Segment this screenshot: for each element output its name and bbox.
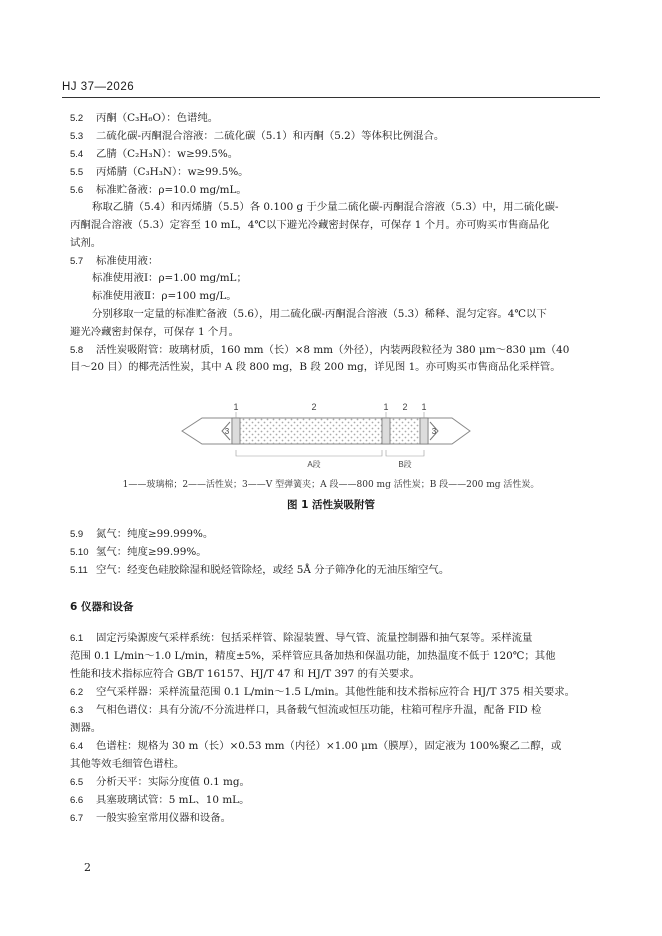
item-text: 二硫化碳-丙酮混合溶液：二硫化碳（5.1）和丙酮（5.2）等体积比例混合。 <box>96 130 445 142</box>
item-5-2 <box>70 111 600 126</box>
paragraph-line: 丙酮混合溶液（5.3）定容至 10 mL，4℃以下避光冷藏密封保存，可保存 1 个月。亦可购买市售商品化 <box>70 219 550 231</box>
item-number: 5.6 <box>70 185 84 196</box>
item-number: 5.10 <box>70 547 89 558</box>
document-code: HJ 37—2026 <box>62 81 135 93</box>
item-text: 氮气：纯度≥99.999%。 <box>96 528 214 540</box>
item-text: 丙烯腈（C₃H₃N）：w≥99.5%。 <box>96 166 249 178</box>
item-number: 5.11 <box>70 565 88 576</box>
item-number: 5.4 <box>70 149 84 160</box>
item-number: 5.3 <box>70 131 84 142</box>
paragraph-line: 性能和技术指标应符合 GB/T 16157、HJ/T 47 和 HJ/T 397 的有关要求。 <box>70 668 420 680</box>
item-5-7 <box>70 254 600 269</box>
section-title: 6 仪器和设备 <box>70 601 134 613</box>
label-segment-a: A段 <box>307 460 321 469</box>
item-number: 6.5 <box>70 777 84 788</box>
item-6-4 <box>70 739 600 754</box>
paragraph-line: 避光冷藏密封保存，可保存 1 个月。 <box>70 326 240 338</box>
label-clip: 3 <box>431 427 437 436</box>
item-text: 气相色谱仪：具有分流/不分流进样口，具备载气恒流或恒压功能，柱箱可程序升温，配备 FID 检 <box>96 704 542 716</box>
item-number: 5.5 <box>70 167 84 178</box>
item-5-3 <box>70 129 600 144</box>
paragraph-line: 测器。 <box>70 722 102 734</box>
label-glass-wool: 1 <box>421 402 427 412</box>
paragraph-line: 范围 0.1 L/min～1.0 L/min，精度±5%，采样管应具备加热和保温功能，加热温度不低于 120℃；其他 <box>70 650 556 662</box>
paragraph-line: 标准使用液Ⅰ：ρ=1.00 mg/mL； <box>92 272 247 284</box>
item-number: 5.9 <box>70 529 84 540</box>
item-5-4 <box>70 147 600 162</box>
item-6-7 <box>70 811 600 826</box>
item-5-11 <box>70 563 600 578</box>
item-5-8 <box>70 343 600 358</box>
label-glass-wool: 1 <box>383 402 389 412</box>
label-carbon: 2 <box>402 402 408 412</box>
paragraph-line: 称取乙腈（5.4）和丙烯腈（5.5）各 0.100 g 于少量二硫化碳-丙酮混合溶液（5.3）中，用二硫化碳- <box>92 201 559 213</box>
item-text: 标准使用液： <box>96 255 159 267</box>
glass-wool <box>232 418 240 444</box>
item-number: 6.3 <box>70 705 84 716</box>
item-number: 6.7 <box>70 813 84 824</box>
glass-wool <box>420 418 428 444</box>
item-text: 丙酮（C₃H₆O）：色谱纯。 <box>96 112 219 124</box>
item-text: 活性炭吸附管：玻璃材质，160 mm（长）×8 mm（外径），内装两段粒径为 380 μm～830 μm（40 <box>96 344 570 356</box>
item-6-1 <box>70 631 600 646</box>
item-5-5 <box>70 165 600 180</box>
figure-caption: 图 1 活性炭吸附管 <box>286 499 376 511</box>
item-number: 5.8 <box>70 345 84 356</box>
item-5-6 <box>70 183 600 198</box>
item-6-6 <box>70 793 600 808</box>
carbon-segment-a <box>240 418 382 444</box>
item-6-2 <box>70 685 600 700</box>
paragraph-line: 标准使用液Ⅱ：ρ=100 mg/L。 <box>92 290 237 302</box>
item-number: 6.1 <box>70 633 84 644</box>
page-number: 2 <box>84 861 91 874</box>
label-segment-b: B段 <box>398 460 412 469</box>
item-number: 5.2 <box>70 113 84 124</box>
glass-wool <box>382 418 390 444</box>
item-text: 分析天平：实际分度值 0.1 mg。 <box>96 776 250 788</box>
item-text: 空气：经变色硅胶除湿和脱烃管除烃，或经 5Å 分子筛净化的无油压缩空气。 <box>96 564 450 576</box>
carbon-segment-b <box>390 418 420 444</box>
item-text: 一般实验室常用仪器和设备。 <box>96 812 232 824</box>
item-text: 标准贮备液：ρ=10.0 mg/mL。 <box>96 184 247 196</box>
paragraph-line: 试剂。 <box>70 237 102 249</box>
item-number: 6.4 <box>70 741 84 752</box>
figure-legend: 1——玻璃棉；2——活性炭；3——V 型弹簧夹；A 段——800 mg 活性炭；B 段——200 mg 活性炭。 <box>122 480 540 490</box>
header-divider <box>62 97 600 98</box>
item-text: 固定污染源废气采样系统：包括采样管、除湿装置、导气管、流量控制器和抽气泵等。采样流量 <box>96 632 533 644</box>
item-number: 6.6 <box>70 795 84 806</box>
item-text: 乙腈（C₂H₃N）：w≥99.5%。 <box>96 148 239 160</box>
item-6-5 <box>70 775 600 790</box>
paragraph-line: 其他等效毛细管色谱柱。 <box>70 758 185 770</box>
item-5-10 <box>70 545 600 560</box>
item-5-9 <box>70 527 600 542</box>
label-glass-wool: 1 <box>233 402 239 412</box>
item-text: 具塞玻璃试管：5 mL、10 mL。 <box>96 794 250 806</box>
item-number: 5.7 <box>70 256 84 267</box>
item-6-3 <box>70 703 600 718</box>
adsorption-tube-figure <box>170 400 490 475</box>
paragraph-line: 分别移取一定量的标准贮备液（5.6），用二硫化碳-丙酮混合溶液（5.3）稀释、混匀定容。4℃以下 <box>92 308 547 320</box>
label-carbon: 2 <box>311 402 317 412</box>
item-text: 空气采样器：采样流量范围 0.1 L/min～1.5 L/min。其他性能和技术指标应符合 HJ/T 375 相关要求。 <box>96 686 576 698</box>
item-number: 6.2 <box>70 687 84 698</box>
item-text: 氢气：纯度≥99.99%。 <box>96 546 207 558</box>
paragraph-line: 目～20 目）的椰壳活性炭，其中 A 段 800 mg，B 段 200 mg，详见图 1。亦可购买市售商品化采样管。 <box>70 361 561 373</box>
item-text: 色谱柱：规格为 30 m（长）×0.53 mm（内径）×1.00 μm（膜厚），固定液为 100%聚乙二醇，或 <box>96 740 562 752</box>
label-clip: 3 <box>224 427 230 436</box>
